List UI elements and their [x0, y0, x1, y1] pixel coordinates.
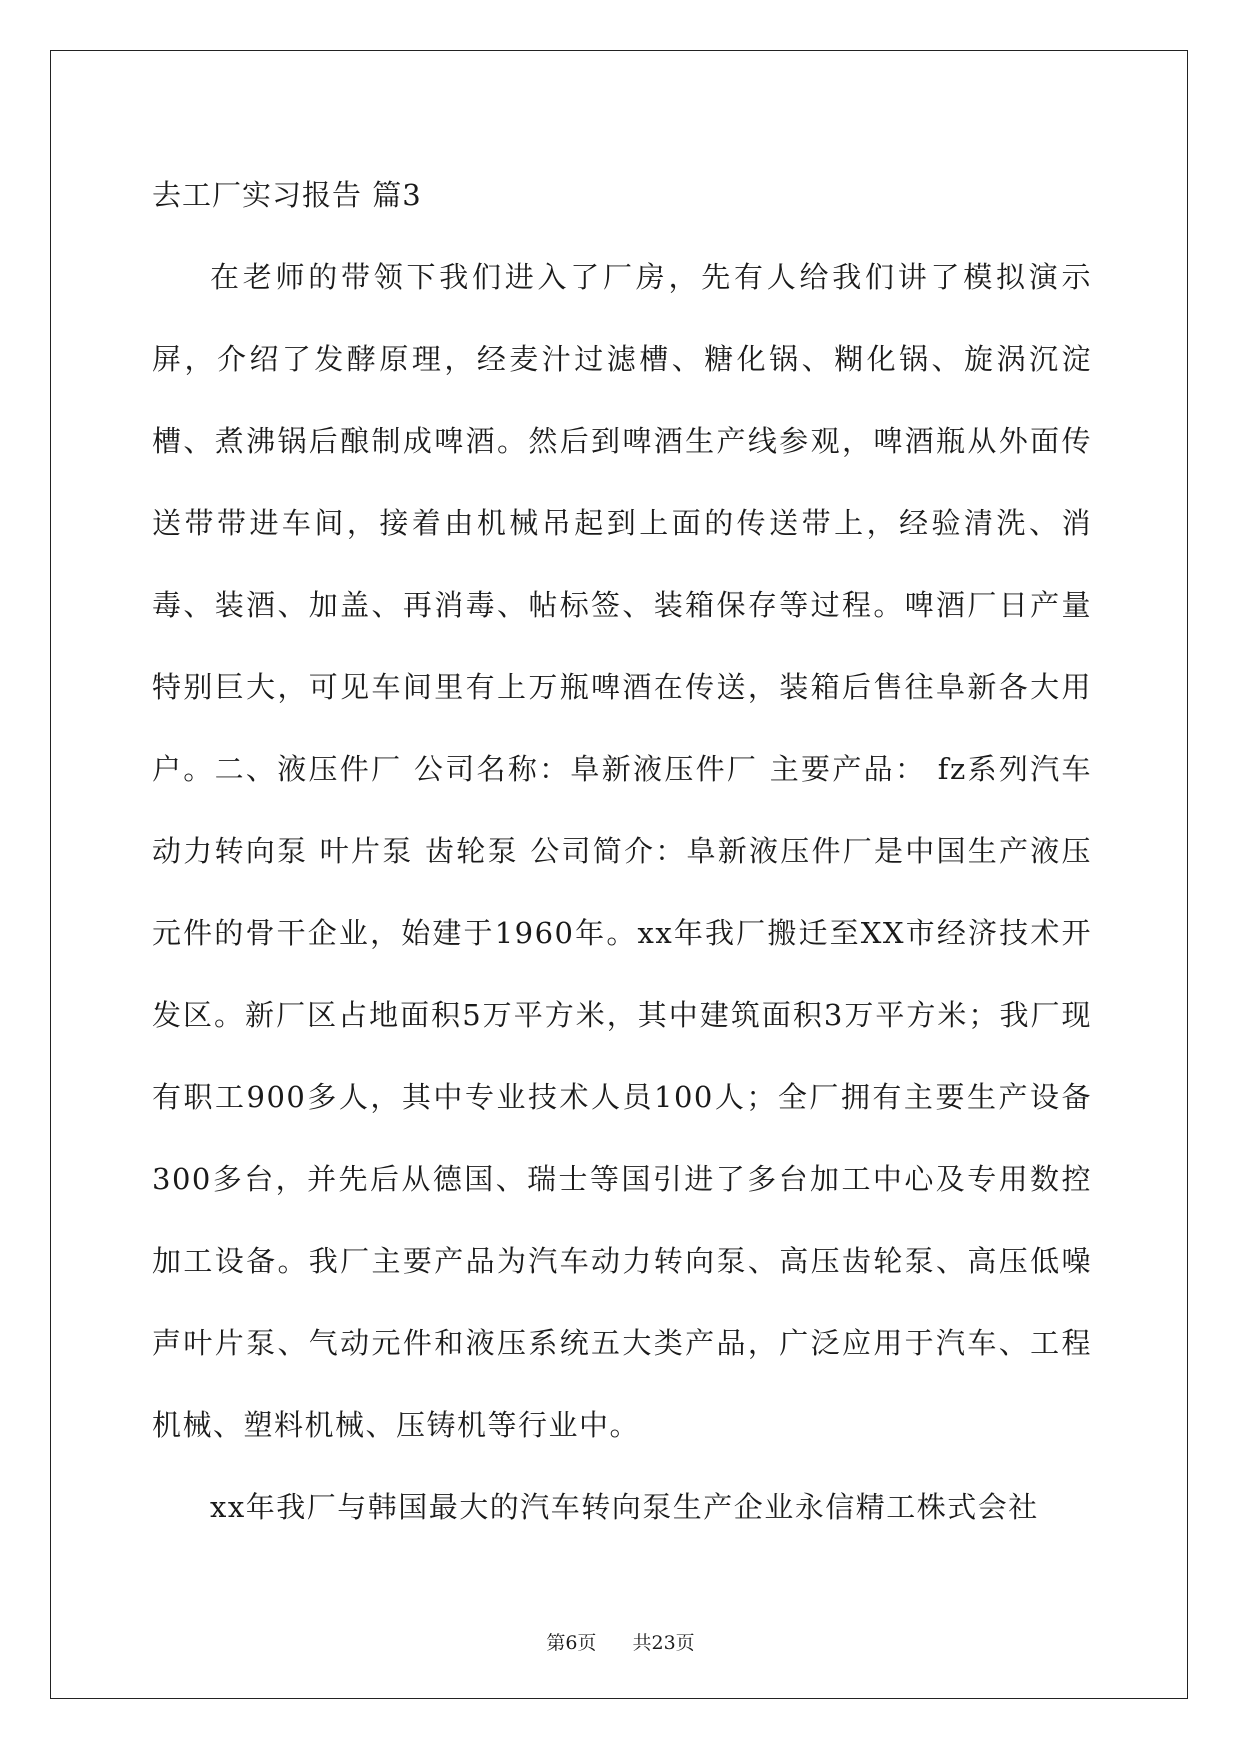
page-number: 第6页 — [546, 1632, 597, 1654]
page-total: 共23页 — [632, 1632, 695, 1654]
paragraph-1: 在老师的带领下我们进入了厂房，先有人给我们讲了模拟演示屏，介绍了发酵原理，经麦汁过滤槽、糖化锅、糊化锅、旋涡沉淀槽、煮沸锅后酿制成啤酒。然后到啤酒生产线参观，啤酒瓶从外面传送带带进车间，接着由机械吊起到上面的传送带上，经验清洗、消毒、装酒、加盖、再消毒、帖标签、装箱保存等过程。啤酒厂日产量特别巨大，可见车间里有上万瓶啤酒在传送，装箱后售往阜新各大用户。二、液压件厂 公司名称：阜新液压件厂 主要产品： fz系列汽车动力转向泵 叶片泵 齿轮泵 公司简介：阜新液压件厂是中国生产液压元件的骨干企业，始建于1960年。xx年我厂搬迁至XX市经济技术开发区。新厂区占地面积5万平方米，其中建筑面积3万平方米；我厂现有职工900多人，其中专业技术人员100人；全厂拥有主要生产设备300多台，并先后从德国、瑞士等国引进了多台加工中心及专用数控加工设备。我厂主要产品为汽车动力转向泵、高压齿轮泵、高压低噪声叶片泵、气动元件和液压系统五大类产品，广泛应用于汽车、工程机械、塑料机械、压铸机等行业中。 — [152, 260, 1092, 1442]
page-footer — [0, 1628, 1241, 1655]
paragraph-2: xx年我厂与韩国最大的汽车转向泵生产企业永信精工株式会社 — [210, 1490, 1039, 1524]
document-title: 去工厂实习报告 篇3 — [152, 178, 422, 212]
document-body — [152, 168, 1092, 1548]
